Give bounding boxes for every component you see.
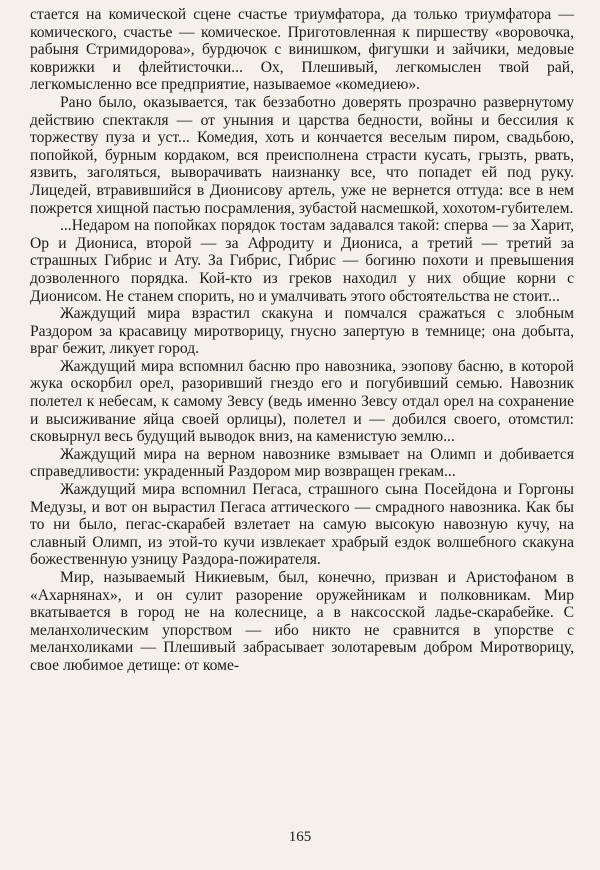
page-text [30,6,574,675]
paragraph-8: Мир, называемый Никиевым, был, конечно, призван и Аристофаном в «Ахарнянах», и он сулит разорение оружейникам и полковникам. Мир вкатывается в город не на колеснице, а в наксосской ладье-скарабейке. С меланхолическим упорством — ибо никто не сравнится в упорстве с меланхоликами — Плешивый забрасывает золотаревым добром Миротворицу, свое любимое детище: от коме- [30,569,574,674]
page-number: 165 [288,829,312,845]
paragraph-6: Жаждущий мира на верном навознике взмывает на Олимп и добивается справедливости: украденный Раздором мир возвращен грекам... [30,445,574,481]
paragraph-5: Жаждущий мира вспомнил басню про навозника, эзопову басню, в которой жука оскорбил орел, разоривший гнездо его и погубивший семью. Навозник полетел к небесам, к самому Зевсу (ведь именно Зевсу отдал орел на сохранение и высиживание яйца своей орлицы), полетел и — добился своего, отомстил: сковырнул весь будущий выводок вниз, на каменистую землю... [30,357,574,446]
paragraph-7: Жаждущий мира вспомнил Пегаса, страшного сына Посейдона и Горгоны Медузы, и вот он вырастил Пегаса аттического — смрадного навозника. Как бы то ни было, пегас-скарабей взлетает на самую высокую навозную кучу, на славный Олимп, из этой-то кучи извлекает храбрый ездок волшебного скакуна божественную узницу Раздора-пожирателя. [30,481,574,569]
paragraph-4: Жаждущий мира взрастил скакуна и помчался сражаться с злобным Раздором за красавицу миротворицу, гнусно запертую в темнице; она добыта, враг бежит, ликует город. [30,305,574,358]
paragraph-3: ...Недаром на попойках порядок тостам задавался такой: сперва — за Харит, Ор и Диониса, второй — за Афродиту и Диониса, а третий — третий за страшных Гибрис и Ату. За Гибрис, Гибрис — богиню похоти и превышения дозволенного порядка. Кой-кто из греков находил у них общие корни с Дионисом. Не станем спорить, но и умалчивать этого обстоятельства не стоит... [30,217,574,305]
paragraph-1: стается на комической сцене счастье триумфатора, да только триумфатора — комического, счастье — комическое. Приготовленная к пиршеству «воровочка, рабыня Стримидорова», бурдючок с винишком, фигушки и зайчики, медовые коврижки и флейтисточки... Ох, Плешивый, легкомыслен твой рай, легкомысленно все предприятие, называемое «комедиею». [30,6,574,94]
paragraph-2: Рано было, оказывается, так беззаботно доверять прозрачно развернутому действию спектакля — от уныния и царства бедности, войны и бессилия к торжеству пуза и уст... Комедия, хоть и кончается веселым пиром, свадьбою, попойкой, бурным кордаком, вся преисполнена страсти кусать, грызть, рвать, язвить, заголяться, выворачивать наизнанку все, что попадет ей под руку. Лицедей, втравившийся в Дионисову артель, уже не вернется оттуда: все в нем пожрется хищной пастью посрамления, зубастой насмешкой, хохотом-губителем. [30,93,574,217]
